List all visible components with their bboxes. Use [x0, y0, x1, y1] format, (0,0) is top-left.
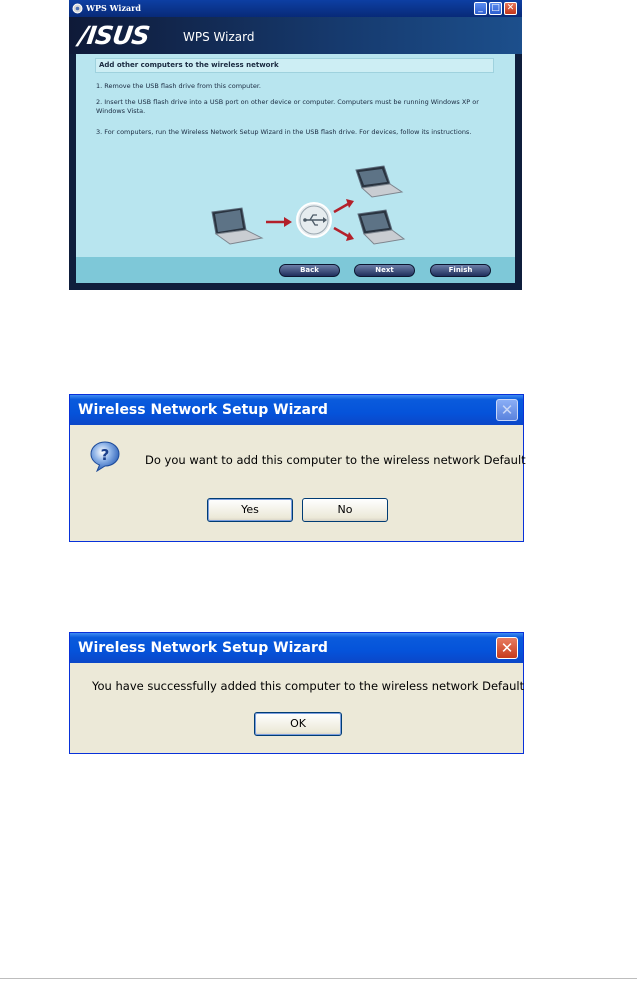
window-title: WPS Wizard [86, 3, 141, 13]
dialog-title: Wireless Network Setup Wizard [78, 402, 328, 418]
usb-icon [297, 203, 331, 237]
step-2-text: 2. Insert the USB flash drive into a USB port on other device or computer. Computers must be running Windows XP or Windows Vista. [96, 98, 479, 115]
app-icon [72, 3, 83, 14]
minimize-button[interactable]: _ [474, 2, 487, 15]
target-laptop-icon [358, 210, 404, 244]
step-3-text: 3. For computers, run the Wireless Network Setup Wizard in the USB flash drive. For devices, follow its instructions. [96, 128, 472, 136]
back-button[interactable]: Back [279, 264, 340, 277]
yes-button[interactable]: Yes [207, 498, 293, 522]
wizard-button-bar [76, 257, 515, 283]
dialog-titlebar[interactable] [70, 395, 523, 425]
dialog-message: You have successfully added this computer to the wireless network Default [92, 679, 525, 693]
question-icon [89, 440, 121, 472]
arrow-down-right-icon [334, 228, 354, 241]
wps-wizard-window [69, 0, 522, 290]
wps-header [69, 17, 522, 54]
close-button: ✕ [496, 399, 518, 421]
section-title-bar [95, 58, 494, 73]
success-dialog [69, 632, 524, 754]
asus-logo: /ISUS [77, 21, 151, 50]
dialog-body [72, 663, 525, 751]
page-footer-rule [0, 978, 637, 979]
step-1-text: 1. Remove the USB flash drive from this computer. [96, 82, 261, 90]
target-laptop-icon [356, 166, 402, 197]
wps-titlebar[interactable] [69, 0, 522, 17]
arrow-right-icon [266, 217, 292, 227]
dialog-body [72, 425, 526, 539]
next-button[interactable]: Next [354, 264, 415, 277]
wizard-content-panel [76, 54, 515, 257]
dialog-message: Do you want to add this computer to the wireless network Default [145, 453, 526, 467]
wizard-heading: WPS Wizard [183, 30, 255, 44]
arrow-up-right-icon [334, 199, 354, 212]
ok-button[interactable]: OK [254, 712, 342, 736]
maximize-button[interactable]: □ [489, 2, 502, 15]
no-button[interactable]: No [302, 498, 388, 522]
usb-transfer-illustration [206, 162, 406, 257]
close-button[interactable]: ✕ [504, 2, 517, 15]
dialog-titlebar[interactable] [70, 633, 523, 663]
close-button[interactable]: ✕ [496, 637, 518, 659]
source-laptop-icon [212, 208, 262, 244]
confirm-dialog [69, 394, 524, 542]
dialog-title: Wireless Network Setup Wizard [78, 640, 328, 656]
finish-button[interactable]: Finish [430, 264, 491, 277]
section-title: Add other computers to the wireless network [99, 61, 279, 69]
svg-text:?: ? [100, 446, 110, 464]
